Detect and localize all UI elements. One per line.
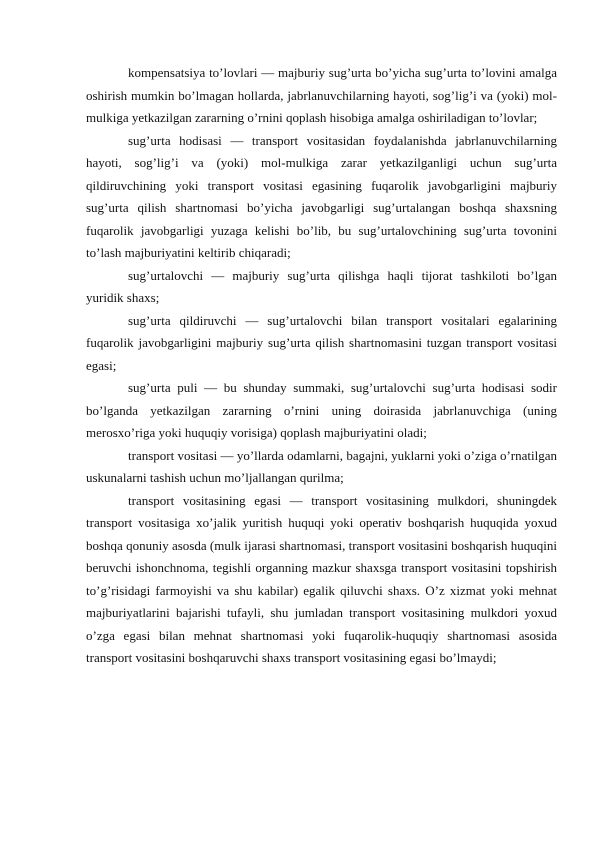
paragraph-policyholder: sug’urta qildiruvchi — sug’urtalovchi bilan transport vositalari egalarining fuqarolik javobgarligini majburiy sug’urta qilish shartnomasini tuzgan transport vositasi egasi; <box>86 312 557 373</box>
paragraph-vehicle: transport vositasi — yo’llarda odamlarni, bagajni, yuklarni yoki o’ziga o’rnatilgan uskunalarni tashish uchun mo’ljallangan qurilma; <box>86 447 557 485</box>
paragraph-vehicle-owner: transport vositasining egasi — transport vositasining mulkdori, shuningdek transport vositasiga xo’jalik yuritish huquqi yoki operativ boshqarish huquqida yoxud boshqa qonuniy asosda (mulk ijarasi shartnomasi, transport vositasini boshqarish huquqini beruvchi ishonchnoma, tegishli organning mazkur shaxsga transport vositasini topshirish to’g’risidagi farmoyishi va shu kabilar) egalik qiluvchi shaxs. O’z xizmat yoki mehnat majburiyatlarini bajarishi tufayli, shu jumladan transport vositasining mulkdori yoxud o’zga egasi bilan mehnat shartnomasi yoki fuqarolik-huquqiy shartnomasi asosida transport vositasini boshqaruvchi shaxs transport vositasining egasi bo’lmaydi; <box>86 492 557 665</box>
paragraph-compensation-payments: kompensatsiya to’lovlari — majburiy sug’urta bo’yicha sug’urta to’lovini amalga oshirish mumkin bo’lmagan hollarda, jabrlanuvchilarning hayoti, sog’lig’i va (yoki) mol-mulkiga yetkazilgan zararning o’rnini qoplash hisobiga amalga oshiriladigan to’lovlar; <box>86 65 557 125</box>
paragraph-insurer: sug’urtalovchi — majburiy sug’urta qilishga haqli tijorat tashkiloti bo’lgan yuridik shaxs; <box>86 267 557 305</box>
document-page <box>86 62 557 670</box>
paragraph-sum-insured: sug’urta puli — bu shunday summaki, sug’urtalovchi sug’urta hodisasi sodir bo’lganda yetkazilgan zararning o’rnini uning doirasida jabrlanuvchiga (uning merosxo’riga yoki huquqiy vorisiga) qoplash majburiyatini oladi; <box>86 380 557 440</box>
paragraph-insured-event: sug’urta hodisasi — transport vositasidan foydalanishda jabrlanuvchilarning hayoti, sog’lig’i va (yoki) mol-mulkiga zarar yetkazilganligi uchun sug’urta qildiruvchining yoki transport vositasi egasining fuqarolik javobgarligini majburiy sug’urta qilish shartnomasi bo’yicha javobgarligi sug’urtalangan boshqa shaxsning fuqarolik javobgarligi yuzaga kelishi bo’lib, bu sug’urtalovchining sug’urta tovonini to’lash majburiyatini keltirib chiqaradi; <box>86 132 557 260</box>
